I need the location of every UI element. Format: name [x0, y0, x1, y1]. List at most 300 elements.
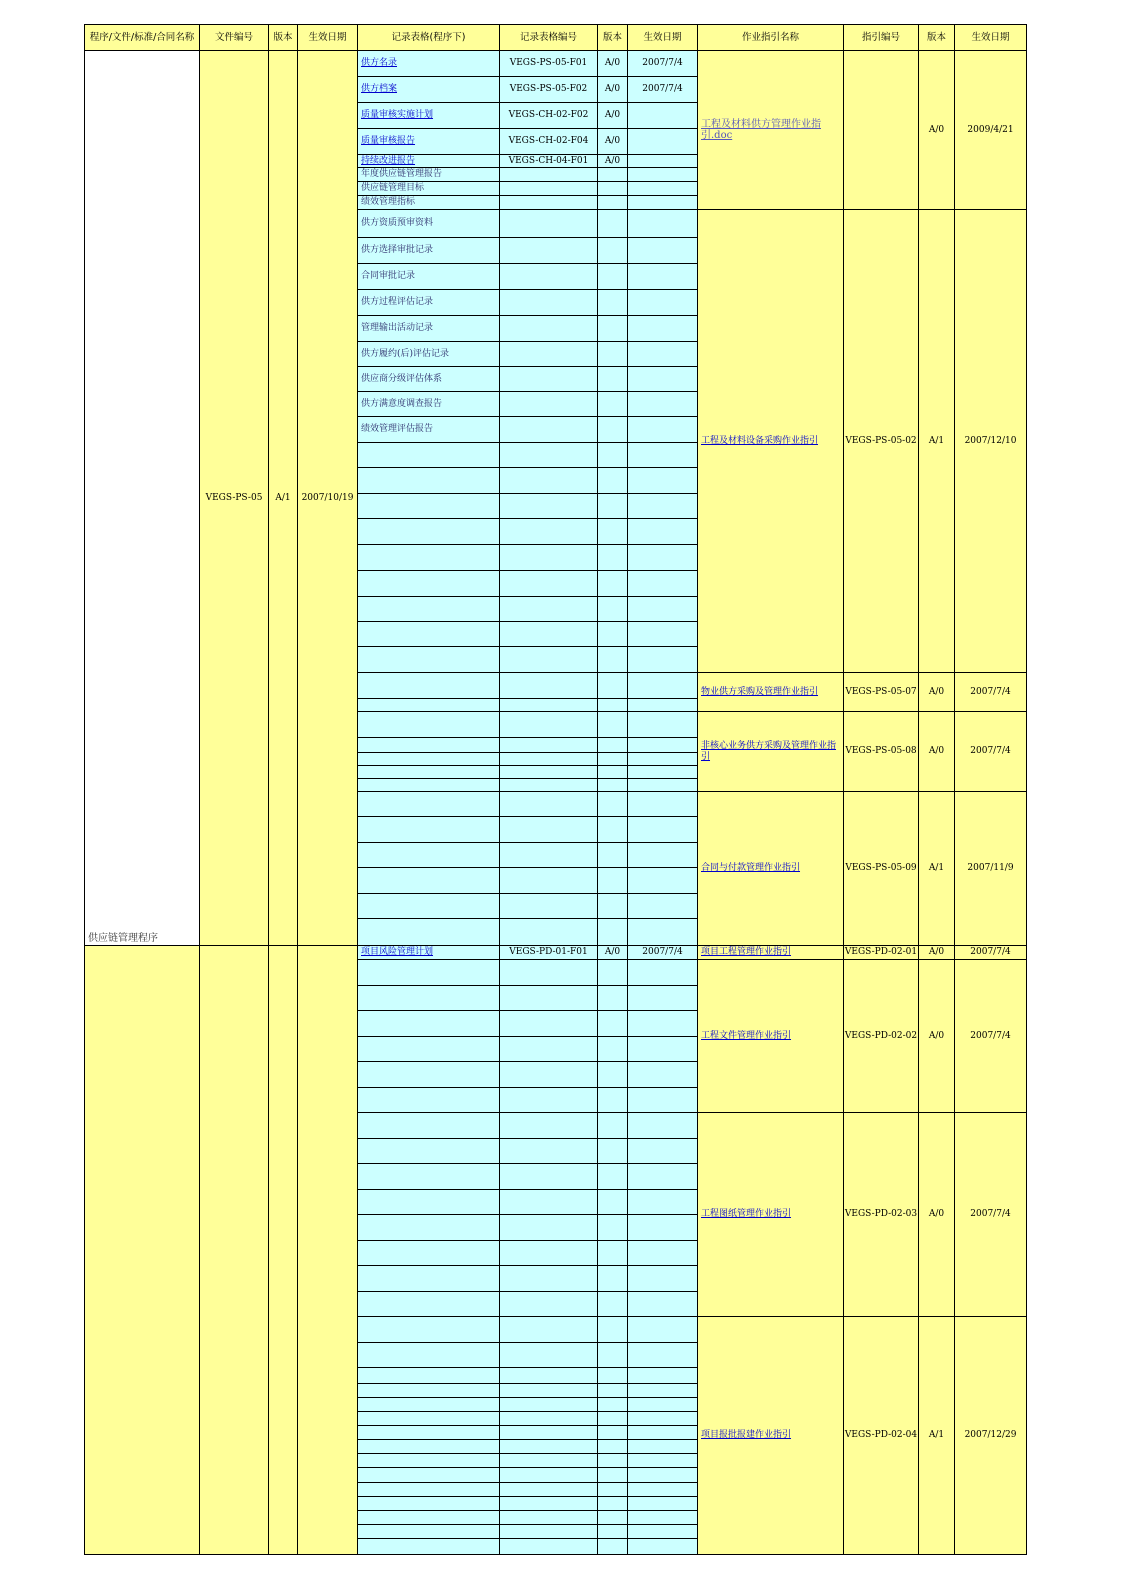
project-record-date: [627, 1524, 698, 1539]
record-date: [627, 391, 698, 417]
guide-name[interactable]: [697, 209, 844, 673]
record-name: [357, 621, 500, 647]
guide-version-text: A/0: [928, 1209, 945, 1219]
record-no: [499, 102, 598, 129]
project-record-no: [499, 1061, 598, 1088]
project-record-date: [627, 1163, 698, 1190]
record-no: [499, 544, 598, 571]
record-name: [357, 752, 500, 766]
record-version: [597, 816, 628, 843]
header-record-form-text: 记录表格(程序下): [391, 32, 466, 43]
record-version: [597, 128, 628, 155]
guide-name[interactable]: [697, 711, 844, 792]
guide-version-text: A/0: [928, 686, 945, 697]
record-name: [357, 791, 500, 817]
project-record-name: [357, 1240, 500, 1266]
record-name[interactable]: [357, 128, 500, 155]
project-record-date: [627, 1510, 698, 1525]
record-name: [357, 467, 500, 494]
project-record-no: [499, 1036, 598, 1062]
record-version-text: A/0: [604, 136, 621, 146]
record-date: [627, 50, 698, 77]
project-record-no: [499, 1425, 598, 1440]
record-name[interactable]: [357, 154, 500, 168]
record-no: [499, 442, 598, 468]
project-record-version: [597, 1482, 628, 1497]
record-no: [499, 918, 598, 946]
guide-date: [954, 791, 1027, 946]
header-procedure-text: 程序/文件/标准/合同名称: [89, 32, 195, 43]
record-no: [499, 842, 598, 868]
record-no: [499, 621, 598, 647]
project-record-name: [357, 1342, 500, 1368]
project-record-date: [627, 1342, 698, 1368]
project-record-name-text[interactable]: 项目风险管理计划: [361, 947, 434, 957]
procedure-doc-no-text: VEGS-PS-05: [205, 492, 263, 503]
record-name: [357, 711, 500, 738]
record-no: [499, 816, 598, 843]
record-version: [597, 621, 628, 647]
project-record-no: [499, 1138, 598, 1164]
record-date: [627, 711, 698, 738]
project-record-version: [597, 1138, 628, 1164]
record-no: [499, 237, 598, 264]
record-version: [597, 544, 628, 571]
record-version: [597, 518, 628, 545]
record-date-text: 2007/7/4: [642, 84, 683, 94]
guide-date: [954, 672, 1027, 712]
project-record-version: [597, 1010, 628, 1037]
record-version: [597, 711, 628, 738]
project-record-no: [499, 1265, 598, 1292]
record-date: [627, 181, 698, 196]
record-no-text: VEGS-CH-02-F04: [508, 136, 589, 146]
record-version: [597, 596, 628, 622]
project-record-name: [357, 1383, 500, 1398]
guide-name-text[interactable]: 工程及材料供方管理作业指引.doc: [701, 119, 821, 141]
header-guide-no-text: 指引编号: [861, 32, 900, 43]
record-date: [627, 493, 698, 519]
project-record-version: [597, 1467, 628, 1483]
header-procedure: [84, 24, 200, 51]
guide-date-text: 2007/7/4: [970, 686, 1011, 697]
header-version: [268, 24, 298, 51]
project-record-name: [357, 1397, 500, 1412]
record-no: [499, 893, 598, 919]
record-date: [627, 596, 698, 622]
guide-no: [843, 1316, 919, 1555]
guide-name[interactable]: [697, 791, 844, 946]
record-no: [499, 366, 598, 392]
project-record-no: [499, 1439, 598, 1454]
record-version: [597, 791, 628, 817]
record-no: [499, 698, 598, 712]
record-name-text: 供方资质预审资料: [361, 218, 434, 228]
project-record-version: [597, 1383, 628, 1398]
record-version: [597, 263, 628, 290]
record-no: [499, 195, 598, 210]
project-record-no: [499, 1367, 598, 1384]
record-no: [499, 646, 598, 673]
project-record-date: [627, 1010, 698, 1037]
record-version: [597, 442, 628, 468]
record-no: [499, 154, 598, 168]
guide-name-text[interactable]: 工程图纸管理作业指引: [701, 1209, 792, 1219]
header-guide-version: [918, 24, 955, 51]
guide-name-text[interactable]: 工程及材料设备采购作业指引: [701, 435, 819, 446]
guide-no: [843, 945, 919, 960]
guide-date-text: 2007/7/4: [970, 947, 1011, 957]
project-record-no: [499, 1316, 598, 1343]
record-no: [499, 315, 598, 342]
record-no: [499, 263, 598, 290]
guide-no-text: VEGS-PD-02-04: [844, 1430, 918, 1440]
record-name[interactable]: [357, 50, 500, 77]
record-date: [627, 442, 698, 468]
record-date: [627, 816, 698, 843]
record-name-text[interactable]: 质量审核实施计划: [361, 110, 434, 120]
header-doc-no: [199, 24, 269, 51]
project-record-no: [499, 1112, 598, 1139]
project-record-date: [627, 1453, 698, 1468]
project-record-version: [597, 945, 628, 960]
record-name[interactable]: [357, 76, 500, 103]
guide-no-text: VEGS-PD-02-01: [844, 947, 918, 957]
record-name: [357, 765, 500, 779]
record-name: [357, 778, 500, 792]
record-no: [499, 570, 598, 597]
record-version: [597, 416, 628, 443]
record-name: [357, 544, 500, 571]
record-no: [499, 672, 598, 699]
project-record-no: [499, 1240, 598, 1266]
guide-version: [918, 1112, 955, 1317]
project-record-no: [499, 1538, 598, 1555]
record-date: [627, 544, 698, 571]
record-no: [499, 596, 598, 622]
project-record-version: [597, 1524, 628, 1539]
procedure-name-cell-2: [84, 945, 200, 1555]
record-version: [597, 289, 628, 316]
guide-no: [843, 1112, 919, 1317]
project-record-name: [357, 1036, 500, 1062]
project-record-date: [627, 1439, 698, 1454]
record-date: [627, 209, 698, 238]
guide-name[interactable]: [697, 672, 844, 712]
record-name-text: 合同审批记录: [361, 271, 416, 281]
project-record-date: [627, 1291, 698, 1317]
header-guide-date-text: 生效日期: [971, 32, 1010, 43]
record-name: [357, 289, 500, 316]
record-name: [357, 209, 500, 238]
record-version: [597, 918, 628, 946]
record-date: [627, 315, 698, 342]
project-record-name: [357, 1367, 500, 1384]
guide-date: [954, 209, 1027, 673]
project-record-date-text: 2007/7/4: [642, 947, 683, 957]
header-record-no: [499, 24, 598, 51]
record-date: [627, 621, 698, 647]
record-date: [627, 867, 698, 894]
record-no: [499, 493, 598, 519]
guide-no: [843, 959, 919, 1113]
guide-name[interactable]: [697, 959, 844, 1113]
record-name-text[interactable]: 质量审核报告: [361, 136, 416, 146]
guide-no-text: VEGS-PS-05-08: [845, 746, 917, 756]
record-name: [357, 672, 500, 699]
guide-no-text: VEGS-PS-05-02: [845, 435, 917, 446]
record-name-text: 供应链管理目标: [361, 183, 425, 193]
project-record-no: [499, 945, 598, 960]
record-version: [597, 893, 628, 919]
project-record-version: [597, 1214, 628, 1241]
record-no: [499, 128, 598, 155]
project-record-no: [499, 1291, 598, 1317]
project-record-no: [499, 1411, 598, 1426]
record-name: [357, 816, 500, 843]
header-record-version: [597, 24, 628, 51]
record-version: [597, 646, 628, 673]
header-guide-name-text: 作业指引名称: [741, 32, 799, 43]
project-record-name[interactable]: [357, 945, 500, 960]
record-date: [627, 167, 698, 182]
record-no: [499, 765, 598, 779]
guide-no-text: VEGS-PD-02-02: [844, 1030, 918, 1041]
project-record-name: [357, 985, 500, 1011]
record-no: [499, 416, 598, 443]
record-date: [627, 366, 698, 392]
record-date: [627, 842, 698, 868]
guide-no: [843, 711, 919, 792]
record-version: [597, 737, 628, 753]
project-record-date: [627, 1397, 698, 1412]
project-record-name: [357, 1189, 500, 1215]
procedure-version-text: A/1: [275, 492, 291, 503]
record-name-text[interactable]: 供方名录: [361, 58, 398, 68]
project-record-version: [597, 1425, 628, 1440]
project-record-no: [499, 985, 598, 1011]
header-guide-no: [843, 24, 919, 51]
record-name-text: 年度供应链管理报告: [361, 169, 443, 179]
guide-date-text: 2007/7/4: [970, 1209, 1011, 1219]
project-record-name: [357, 1163, 500, 1190]
record-no: [499, 867, 598, 894]
record-name-text: 绩效管理评估报告: [361, 424, 434, 434]
project-record-version: [597, 1189, 628, 1215]
project-record-date: [627, 1383, 698, 1398]
record-version: [597, 315, 628, 342]
procedure-doc-no: [199, 50, 269, 946]
record-no: [499, 778, 598, 792]
record-no: [499, 391, 598, 417]
record-date: [627, 672, 698, 699]
record-no: [499, 752, 598, 766]
guide-name[interactable]: [697, 1316, 844, 1555]
record-version: [597, 102, 628, 129]
project-record-name: [357, 1467, 500, 1483]
record-version-text: A/0: [604, 84, 621, 94]
guide-version: [918, 209, 955, 673]
project-record-no: [499, 1510, 598, 1525]
guide-date-text: 2007/12/29: [964, 1430, 1017, 1440]
header-guide-date: [954, 24, 1027, 51]
project-record-name: [357, 959, 500, 986]
project-record-name: [357, 1538, 500, 1555]
record-no: [499, 711, 598, 738]
project-record-name: [357, 1510, 500, 1525]
project-record-name: [357, 1425, 500, 1440]
record-date: [627, 195, 698, 210]
record-version: [597, 752, 628, 766]
project-record-version: [597, 1397, 628, 1412]
record-no-text: VEGS-PS-05-F01: [509, 58, 588, 68]
guide-name-text[interactable]: 项目报批报建作业指引: [701, 1430, 792, 1440]
record-name-text[interactable]: 持续改进报告: [361, 155, 416, 166]
project-record-date: [627, 1087, 698, 1113]
record-no: [499, 289, 598, 316]
guide-version: [918, 945, 955, 960]
header-record-form: [357, 24, 500, 51]
procedure-name-cell: [84, 50, 200, 946]
record-no: [499, 50, 598, 77]
record-name-text: 供方满意度调查报告: [361, 398, 443, 409]
record-name-text: 供应商分级评估体系: [361, 373, 443, 384]
record-name: [357, 195, 500, 210]
guide-name-text[interactable]: 物业供方采购及管理作业指引: [701, 686, 819, 697]
header-doc-no-text: 文件编号: [214, 32, 253, 43]
guide-name-text[interactable]: 合同与付款管理作业指引: [701, 863, 801, 873]
header-version-text: 版本: [273, 32, 293, 43]
guide-version: [918, 791, 955, 946]
project-record-name: [357, 1496, 500, 1511]
project-record-date: [627, 1538, 698, 1555]
record-version: [597, 366, 628, 392]
project-record-name: [357, 1087, 500, 1113]
project-record-version: [597, 1087, 628, 1113]
record-date: [627, 918, 698, 946]
record-date: [627, 791, 698, 817]
project-record-version: [597, 1538, 628, 1555]
guide-name[interactable]: [697, 1112, 844, 1317]
guide-name-text[interactable]: 工程文件管理作业指引: [701, 1030, 792, 1041]
project-record-no: [499, 1496, 598, 1511]
record-no: [499, 791, 598, 817]
guide-no: [843, 50, 919, 210]
procedure-date: [297, 50, 358, 946]
guide-date-text: 2009/4/21: [967, 124, 1014, 135]
record-name-text: 供方选择审批记录: [361, 245, 434, 255]
record-date: [627, 341, 698, 367]
record-version: [597, 493, 628, 519]
record-name: [357, 698, 500, 712]
guide-date-text: 2007/11/9: [967, 863, 1014, 873]
record-version: [597, 50, 628, 77]
record-no: [499, 181, 598, 196]
record-date: [627, 467, 698, 494]
record-name[interactable]: [357, 102, 500, 129]
guide-date-text: 2007/12/10: [964, 435, 1017, 446]
header-record-version-text: 版本: [602, 32, 622, 43]
record-date: [627, 646, 698, 673]
record-name: [357, 366, 500, 392]
project-record-date: [627, 959, 698, 986]
record-no: [499, 518, 598, 545]
guide-version: [918, 50, 955, 210]
record-no: [499, 737, 598, 753]
project-record-name: [357, 1265, 500, 1292]
project-record-name: [357, 1138, 500, 1164]
record-version: [597, 391, 628, 417]
record-date: [627, 237, 698, 264]
record-date: [627, 893, 698, 919]
project-record-date: [627, 1482, 698, 1497]
project-record-version: [597, 1036, 628, 1062]
project-record-date: [627, 1316, 698, 1343]
guide-no: [843, 672, 919, 712]
record-version: [597, 867, 628, 894]
record-name: [357, 737, 500, 753]
guide-name-text[interactable]: 非核心业务供方采购及管理作业指引: [701, 740, 837, 762]
guide-name[interactable]: [697, 945, 844, 960]
record-date: [627, 752, 698, 766]
guide-version: [918, 711, 955, 792]
project-record-date: [627, 1189, 698, 1215]
project-record-no: [499, 1383, 598, 1398]
project-record-version: [597, 1439, 628, 1454]
record-name: [357, 263, 500, 290]
guide-version-text: A/1: [928, 1430, 945, 1440]
record-date-text: 2007/7/4: [642, 58, 683, 68]
guide-no-text: VEGS-PD-02-03: [844, 1209, 918, 1219]
project-record-name: [357, 1112, 500, 1139]
record-name-text: 绩效管理指标: [361, 197, 416, 207]
record-name: [357, 518, 500, 545]
record-version: [597, 341, 628, 367]
project-record-no: [499, 1467, 598, 1483]
record-version: [597, 154, 628, 168]
procedure-version: [268, 50, 298, 946]
project-record-version: [597, 1112, 628, 1139]
record-no: [499, 467, 598, 494]
record-name: [357, 893, 500, 919]
project-record-version: [597, 1265, 628, 1292]
record-version: [597, 842, 628, 868]
record-no: [499, 341, 598, 367]
project-record-no: [499, 1482, 598, 1497]
guide-name[interactable]: [697, 50, 844, 210]
record-name: [357, 442, 500, 468]
guide-name-text[interactable]: 项目工程管理作业指引: [701, 947, 792, 957]
record-date: [627, 416, 698, 443]
project-record-date: [627, 1496, 698, 1511]
record-date: [627, 154, 698, 168]
project-record-no: [499, 1397, 598, 1412]
record-no: [499, 209, 598, 238]
project-record-name: [357, 1061, 500, 1088]
project-record-name: [357, 1453, 500, 1468]
guide-version: [918, 1316, 955, 1555]
record-name: [357, 341, 500, 367]
guide-date: [954, 945, 1027, 960]
project-record-version: [597, 1291, 628, 1317]
record-name: [357, 181, 500, 196]
record-version: [597, 672, 628, 699]
header-effective-date: [297, 24, 358, 51]
project-record-name: [357, 1291, 500, 1317]
procedure-doc-no-2: [199, 945, 269, 1555]
record-name-text[interactable]: 供方档案: [361, 84, 398, 94]
record-date: [627, 128, 698, 155]
